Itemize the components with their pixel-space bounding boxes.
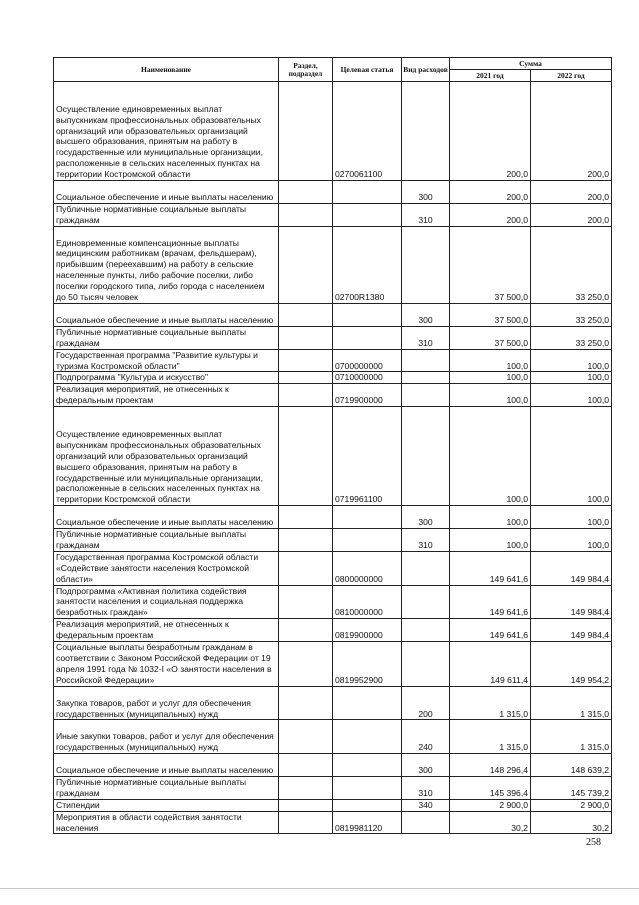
table-row (54, 407, 612, 506)
row-section-cell (279, 619, 333, 642)
table-row (54, 226, 612, 303)
row-section-cell (279, 506, 333, 529)
row-sum-2022-cell: 149 984,4 (531, 619, 612, 642)
row-type-cell: 240 (402, 720, 450, 754)
row-sum-2022-cell: 2 900,0 (531, 799, 612, 811)
table-row (54, 642, 612, 687)
row-target-cell (333, 326, 402, 349)
table-row (54, 304, 612, 327)
row-section-cell (279, 326, 333, 349)
row-target-cell (333, 506, 402, 529)
row-sum-2022-cell: 100,0 (531, 384, 612, 407)
row-sum-2022-cell: 149 984,4 (531, 585, 612, 619)
row-type-cell: 310 (402, 529, 450, 552)
row-sum-2022-cell: 200,0 (531, 203, 612, 226)
table-row (54, 619, 612, 642)
row-section-cell (279, 585, 333, 619)
table-row (54, 384, 612, 407)
row-name-cell: Мероприятия в области содействия занятости населения (54, 811, 279, 834)
row-type-cell (402, 551, 450, 585)
row-name-cell: Подпрограмма "Культура и искусство" (54, 372, 279, 384)
table-row (54, 754, 612, 777)
row-sum-2022-cell: 33 250,0 (531, 226, 612, 303)
row-sum-2022-cell: 33 250,0 (531, 326, 612, 349)
row-sum-2021-cell: 149 641,6 (450, 619, 531, 642)
row-section-cell (279, 776, 333, 799)
table-row (54, 326, 612, 349)
table-row (54, 349, 612, 372)
row-target-cell: 0819900000 (333, 619, 402, 642)
row-name-cell: Реализация мероприятий, не отнесенных к федеральным проектам (54, 619, 279, 642)
row-name-cell: Публичные нормативные социальные выплаты гражданам (54, 529, 279, 552)
row-name-cell: Социальное обеспечение и иные выплаты населению (54, 181, 279, 204)
row-name-cell: Государственная программа "Развитие культуры и туризма Костромской области" (54, 349, 279, 372)
row-sum-2022-cell: 1 315,0 (531, 720, 612, 754)
table-row (54, 181, 612, 204)
row-sum-2022-cell: 200,0 (531, 181, 612, 204)
bottom-divider (0, 888, 639, 889)
header-sum: Сумма (450, 58, 612, 70)
row-sum-2021-cell: 37 500,0 (450, 226, 531, 303)
row-type-cell (402, 407, 450, 506)
row-sum-2022-cell: 100,0 (531, 407, 612, 506)
row-sum-2021-cell: 200,0 (450, 203, 531, 226)
row-type-cell: 200 (402, 686, 450, 720)
row-type-cell: 300 (402, 181, 450, 204)
row-section-cell (279, 226, 333, 303)
row-name-cell: Социальное обеспечение и иные выплаты населению (54, 304, 279, 327)
table-row (54, 529, 612, 552)
row-sum-2021-cell: 100,0 (450, 506, 531, 529)
row-type-cell: 310 (402, 326, 450, 349)
table-row (54, 372, 612, 384)
row-target-cell: 0270061100 (333, 82, 402, 181)
row-type-cell (402, 349, 450, 372)
row-section-cell (279, 181, 333, 204)
row-section-cell (279, 811, 333, 834)
row-target-cell: 0800000000 (333, 551, 402, 585)
row-type-cell (402, 226, 450, 303)
header-section: Раздел, подраздел (279, 58, 333, 82)
row-section-cell (279, 529, 333, 552)
row-sum-2022-cell: 145 739,2 (531, 776, 612, 799)
row-target-cell: 0819952900 (333, 642, 402, 687)
row-sum-2022-cell: 149 984,4 (531, 551, 612, 585)
header-name: Наименование (54, 58, 279, 82)
table-row (54, 82, 612, 181)
row-sum-2021-cell: 37 500,0 (450, 326, 531, 349)
row-type-cell: 340 (402, 799, 450, 811)
row-target-cell: 0819981120 (333, 811, 402, 834)
row-sum-2022-cell: 148 639,2 (531, 754, 612, 777)
header-year-2021: 2021 год (450, 70, 531, 82)
row-target-cell (333, 799, 402, 811)
row-sum-2021-cell: 30,2 (450, 811, 531, 834)
row-sum-2021-cell: 200,0 (450, 82, 531, 181)
row-name-cell: Социальные выплаты безработным гражданам в соответствии с Законом Российской Федерации от 19 апреля 1991 года № 1032-I «О занятости населения в Российской Федерации» (54, 642, 279, 687)
row-name-cell: Стипендии (54, 799, 279, 811)
row-name-cell: Закупка товаров, работ и услуг для обеспечения государственных (муниципальных) нужд (54, 686, 279, 720)
row-name-cell: Иные закупки товаров, работ и услуг для обеспечения государственных (муниципальных) нужд (54, 720, 279, 754)
row-sum-2021-cell: 149 641,6 (450, 585, 531, 619)
row-section-cell (279, 642, 333, 687)
row-name-cell: Публичные нормативные социальные выплаты гражданам (54, 326, 279, 349)
row-type-cell: 310 (402, 776, 450, 799)
row-target-cell: 0700000000 (333, 349, 402, 372)
row-name-cell: Осуществление единовременных выплат выпускникам профессиональных образовательных организаций или образовательных организаций высшего образования, принятым на работу в государственные или муниципальные организации, расположенные в сельских населенных пунктах на территории Костромской области (54, 407, 279, 506)
row-sum-2021-cell: 149 641,6 (450, 551, 531, 585)
row-target-cell (333, 754, 402, 777)
row-type-cell (402, 372, 450, 384)
row-target-cell (333, 720, 402, 754)
row-name-cell: Социальное обеспечение и иные выплаты населению (54, 754, 279, 777)
row-target-cell (333, 529, 402, 552)
row-sum-2021-cell: 100,0 (450, 372, 531, 384)
row-sum-2022-cell: 100,0 (531, 349, 612, 372)
row-section-cell (279, 372, 333, 384)
row-target-cell: 02700R1380 (333, 226, 402, 303)
row-section-cell (279, 304, 333, 327)
row-type-cell (402, 384, 450, 407)
page-number: 258 (586, 837, 601, 848)
budget-table (53, 57, 612, 834)
row-section-cell (279, 203, 333, 226)
row-name-cell: Публичные нормативные социальные выплаты гражданам (54, 776, 279, 799)
row-section-cell (279, 349, 333, 372)
row-target-cell: 0719900000 (333, 384, 402, 407)
row-sum-2022-cell: 200,0 (531, 82, 612, 181)
row-name-cell: Публичные нормативные социальные выплаты гражданам (54, 203, 279, 226)
row-name-cell: Социальное обеспечение и иные выплаты населению (54, 506, 279, 529)
table-row (54, 799, 612, 811)
row-target-cell (333, 304, 402, 327)
header-target: Целевая статья (333, 58, 402, 82)
row-section-cell (279, 720, 333, 754)
row-sum-2022-cell: 30,2 (531, 811, 612, 834)
table-row (54, 506, 612, 529)
header-year-2022: 2022 год (531, 70, 612, 82)
row-sum-2022-cell: 149 954,2 (531, 642, 612, 687)
row-target-cell: 0810000000 (333, 585, 402, 619)
row-name-cell: Осуществление единовременных выплат выпускникам профессиональных образовательных организаций или образовательных организаций высшего образования, принятым на работу в государственные или муниципальные организации, расположенные в сельских населенных пунктах на территории Костромской области (54, 82, 279, 181)
row-section-cell (279, 754, 333, 777)
header-type: Вид расходов (402, 58, 450, 82)
row-sum-2022-cell: 100,0 (531, 529, 612, 552)
row-target-cell (333, 203, 402, 226)
row-name-cell: Подпрограмма «Активная политика содействия занятости населения и социальная поддержка безработных граждан» (54, 585, 279, 619)
row-type-cell (402, 585, 450, 619)
row-name-cell: Единовременные компенсационные выплаты медицинским работникам (врачам, фельдшерам), прибывшим (переехавшим) на работу в сельские населенные пункты, либо рабочие поселки, либо поселки городского типа, либо города с населением до 50 тысяч человек (54, 226, 279, 303)
table-row (54, 720, 612, 754)
row-sum-2022-cell: 1 315,0 (531, 686, 612, 720)
row-sum-2022-cell: 33 250,0 (531, 304, 612, 327)
row-section-cell (279, 82, 333, 181)
row-type-cell: 300 (402, 506, 450, 529)
row-sum-2021-cell: 149 611,4 (450, 642, 531, 687)
row-type-cell (402, 642, 450, 687)
row-section-cell (279, 384, 333, 407)
row-sum-2021-cell: 100,0 (450, 407, 531, 506)
table-header (54, 58, 612, 82)
row-type-cell: 300 (402, 304, 450, 327)
row-sum-2021-cell: 148 296,4 (450, 754, 531, 777)
row-sum-2021-cell: 200,0 (450, 181, 531, 204)
row-sum-2021-cell: 100,0 (450, 349, 531, 372)
row-type-cell: 310 (402, 203, 450, 226)
table-row (54, 551, 612, 585)
table-row (54, 776, 612, 799)
row-target-cell (333, 776, 402, 799)
row-section-cell (279, 551, 333, 585)
row-sum-2021-cell: 1 315,0 (450, 686, 531, 720)
row-sum-2021-cell: 145 396,4 (450, 776, 531, 799)
row-sum-2022-cell: 100,0 (531, 372, 612, 384)
row-target-cell: 0710000000 (333, 372, 402, 384)
row-sum-2021-cell: 1 315,0 (450, 720, 531, 754)
row-section-cell (279, 686, 333, 720)
row-sum-2021-cell: 2 900,0 (450, 799, 531, 811)
row-sum-2021-cell: 100,0 (450, 529, 531, 552)
row-sum-2021-cell: 37 500,0 (450, 304, 531, 327)
row-type-cell (402, 619, 450, 642)
row-sum-2022-cell: 100,0 (531, 506, 612, 529)
row-type-cell (402, 82, 450, 181)
row-type-cell (402, 811, 450, 834)
table-row (54, 203, 612, 226)
row-target-cell (333, 686, 402, 720)
row-section-cell (279, 799, 333, 811)
row-target-cell: 0719961100 (333, 407, 402, 506)
table-row (54, 686, 612, 720)
row-type-cell: 300 (402, 754, 450, 777)
table-row (54, 811, 612, 834)
row-name-cell: Государственная программа Костромской области «Содействие занятости населения Костромской области» (54, 551, 279, 585)
row-name-cell: Реализация мероприятий, не отнесенных к федеральным проектам (54, 384, 279, 407)
row-target-cell (333, 181, 402, 204)
table-row (54, 585, 612, 619)
row-section-cell (279, 407, 333, 506)
table-body (54, 82, 612, 834)
row-sum-2021-cell: 100,0 (450, 384, 531, 407)
